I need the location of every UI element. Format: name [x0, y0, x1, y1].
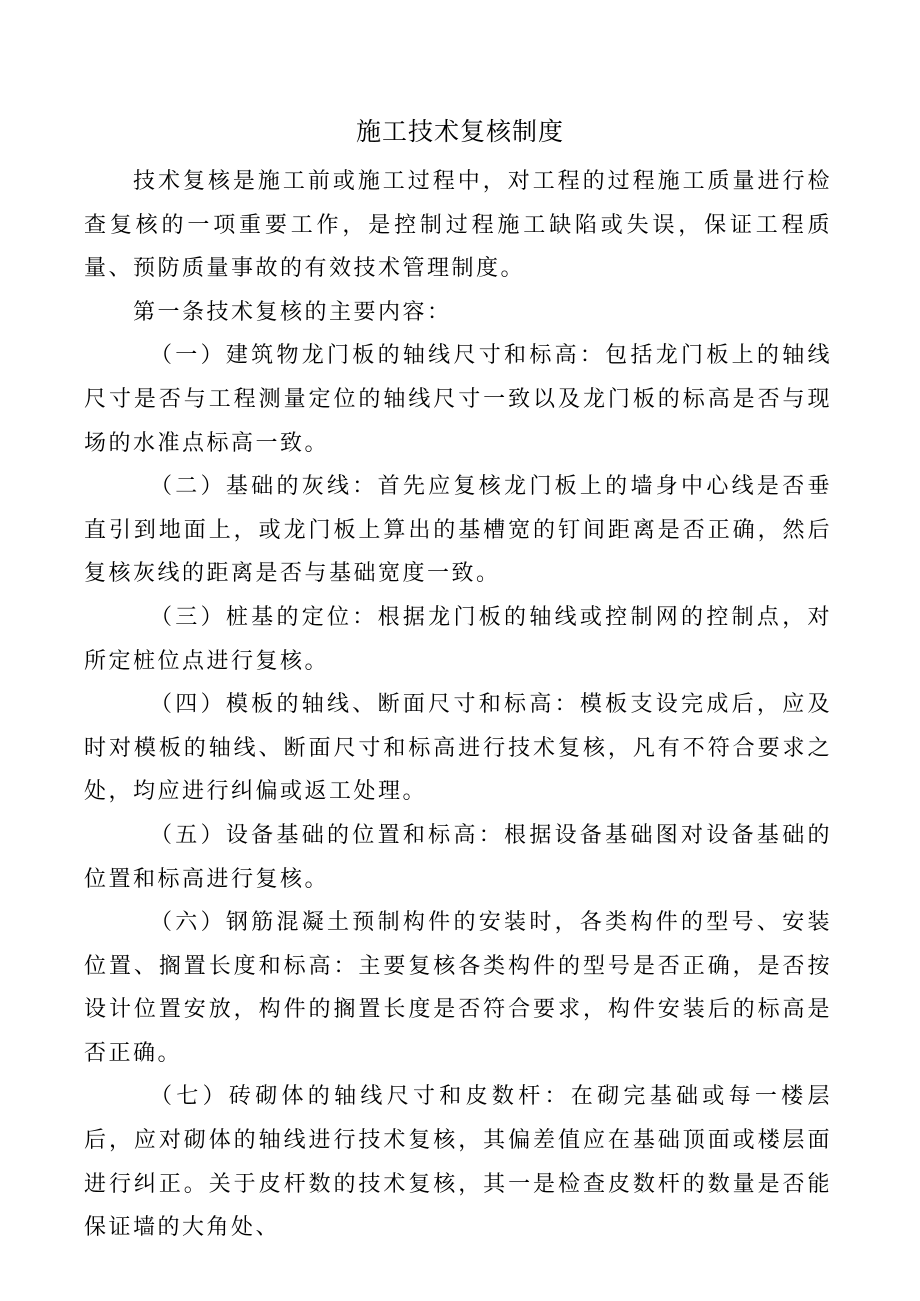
document-title: 施工技术复核制度 [355, 117, 564, 146]
document-body [84, 160, 832, 1250]
item-paragraph-5: （五）设备基础的位置和标高：根据设备基础图对设备基础的位置和标高进行复核。 [84, 822, 832, 892]
article-heading: 第一条技术复核的主要内容： [133, 299, 452, 325]
item-paragraph-4: （四）模板的轴线、断面尺寸和标高：模板支设完成后，应及时对模板的轴线、断面尺寸和标高进行技术复核，凡有不符合要求之处，均应进行纠偏或返工处理。 [84, 692, 832, 805]
item-paragraph-3: （三）桩基的定位：根据龙门板的轴线或控制网的控制点，对所定桩位点进行复核。 [84, 604, 832, 674]
item-paragraph-7: （七）砖砌体的轴线尺寸和皮数杆：在砌完基础或每一楼层后，应对砌体的轴线进行技术复核，其偏差值应在基础顶面或楼层面进行纠正。关于皮杆数的技术复核，其一是检查皮数杆的数量是否能保证墙的大角处、 [84, 1084, 832, 1241]
intro-paragraph: 技术复核是施工前或施工过程中，对工程的过程施工质量进行检查复核的一项重要工作，是控制过程施工缺陷或失误，保证工程质量、预防质量事故的有效技术管理制度。 [84, 169, 832, 282]
item-paragraph-6: （六）钢筋混凝土预制构件的安装时，各类构件的型号、安装位置、搁置长度和标高：主要复核各类构件的型号是否正确，是否按设计位置安放，构件的搁置长度是否符合要求，构件安装后的标高是否正确。 [84, 910, 832, 1066]
item-paragraph-2: （二）基础的灰线：首先应复核龙门板上的墙身中心线是否垂直引到地面上，或龙门板上算出的基槽宽的钉间距离是否正确，然后复核灰线的距离是否与基础宽度一致。 [84, 474, 832, 587]
item-paragraph-1: （一）建筑物龙门板的轴线尺寸和标高：包括龙门板上的轴线尺寸是否与工程测量定位的轴线尺寸一致以及龙门板的标高是否与现场的水准点标高一致。 [84, 343, 832, 456]
